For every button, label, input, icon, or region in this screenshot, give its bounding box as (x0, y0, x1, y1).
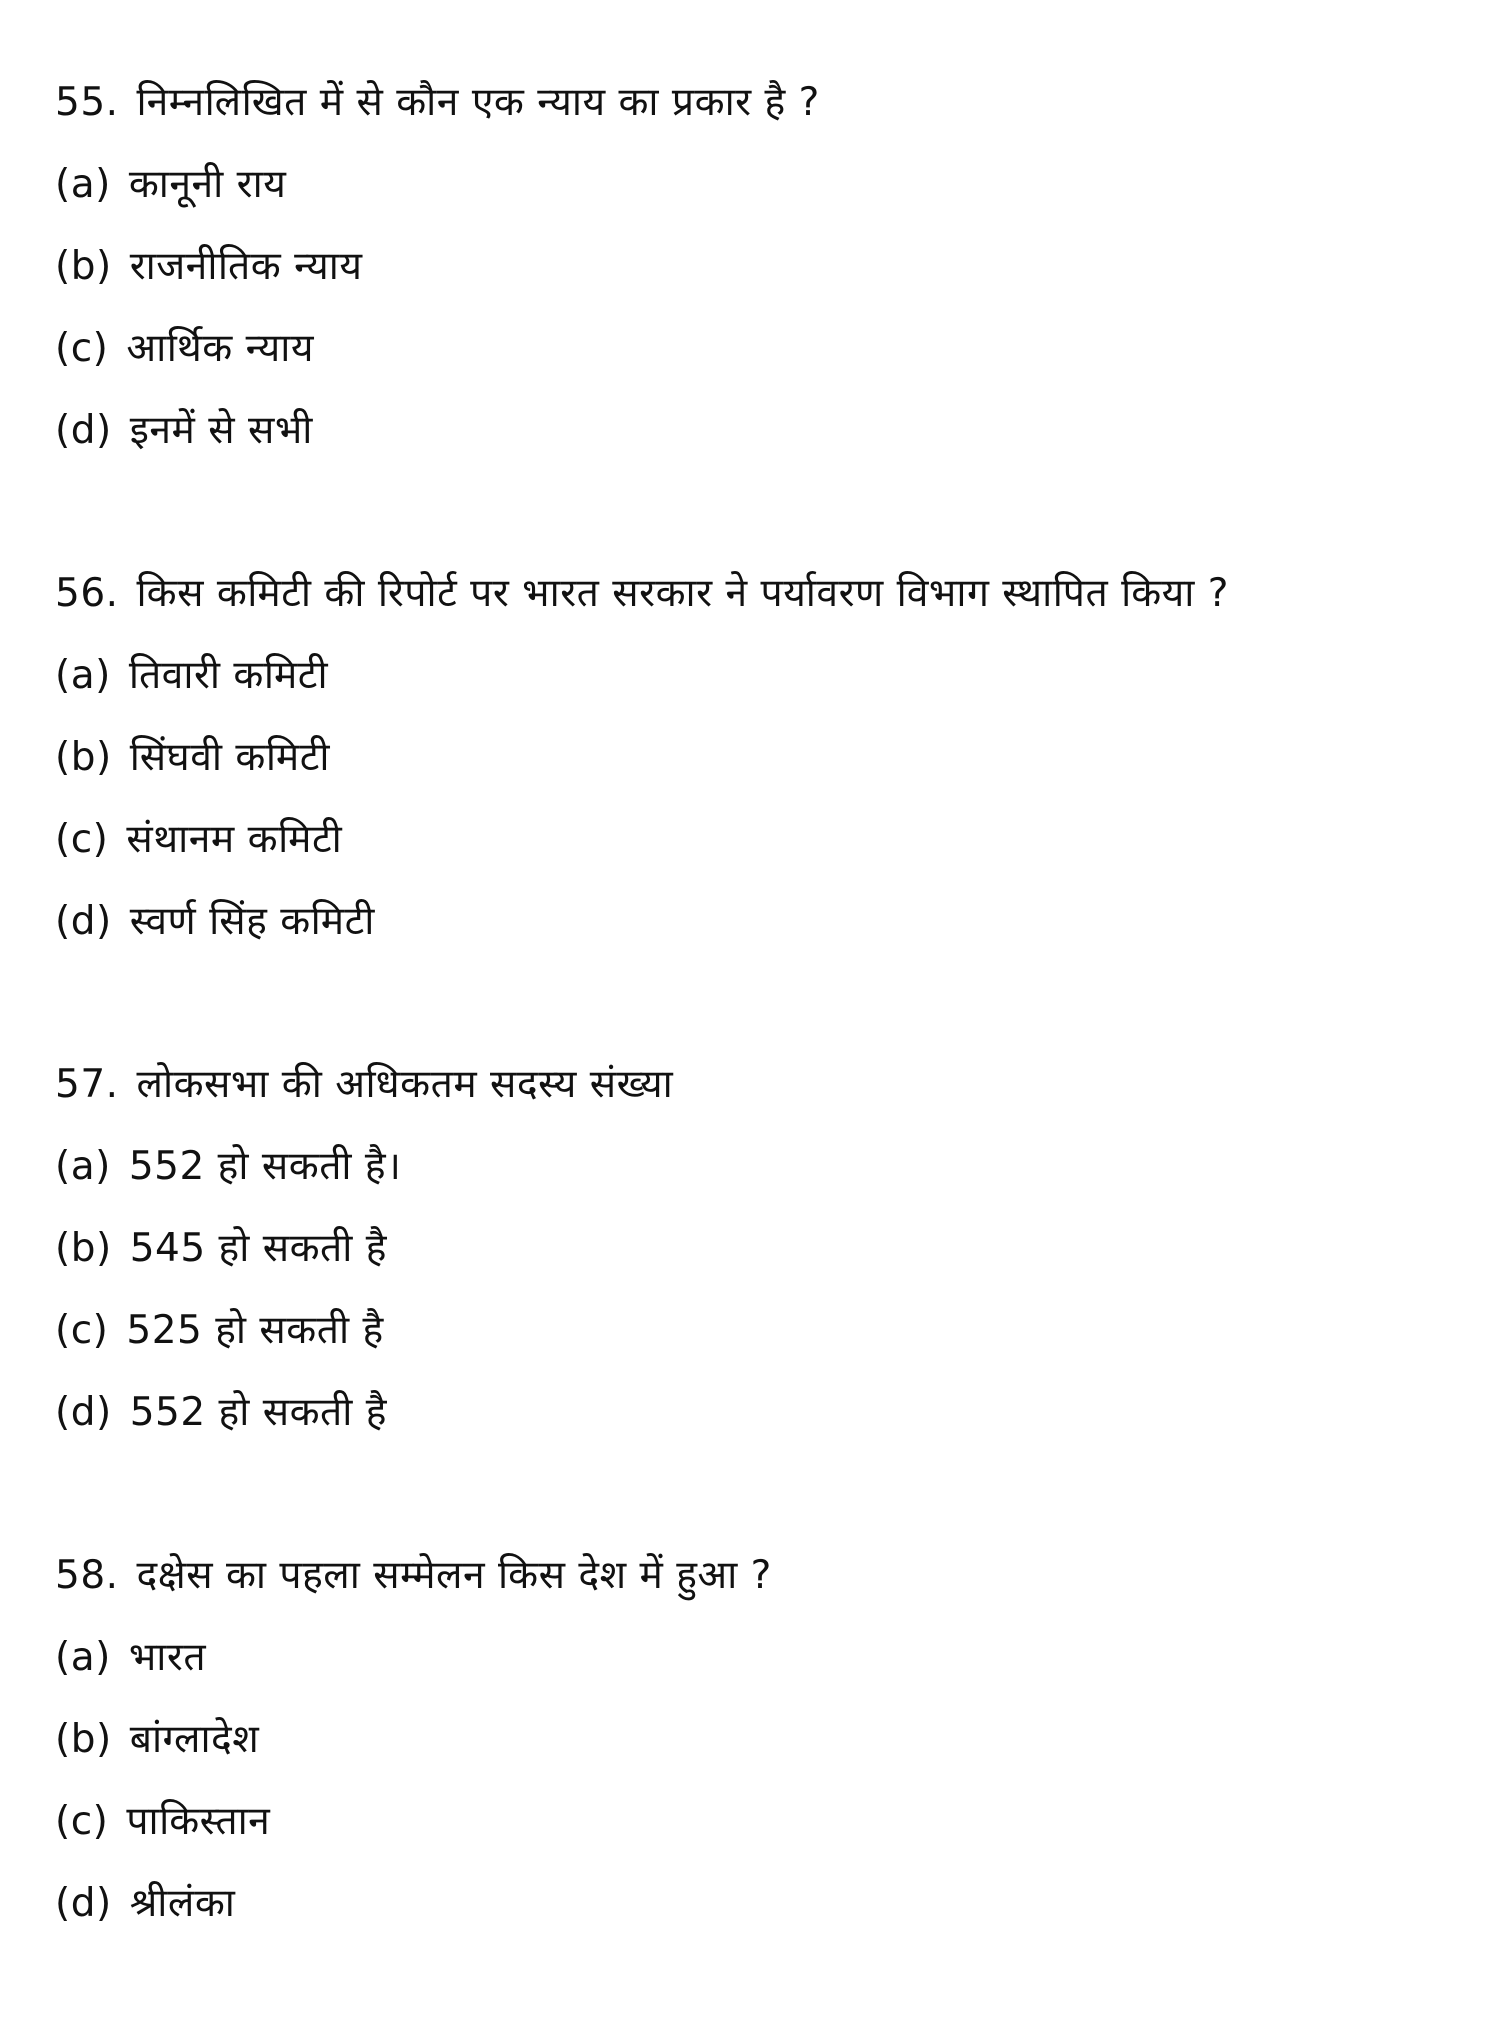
question-number: 55. (55, 80, 119, 125)
option-c[interactable] (55, 308, 1455, 390)
question-56 (55, 553, 1455, 963)
option-d[interactable] (55, 1372, 1455, 1454)
question-text: किस कमिटी की रिपोर्ट पर भारत सरकार ने पर्यावरण विभाग स्थापित किया ? (136, 571, 1229, 616)
option-key: (c) (55, 326, 109, 371)
option-text: आर्थिक न्याय (126, 326, 314, 371)
option-b[interactable] (55, 226, 1455, 308)
option-key: (c) (55, 817, 109, 862)
question-number: 56. (55, 571, 119, 616)
option-c[interactable] (55, 1290, 1455, 1372)
option-d[interactable] (55, 1863, 1455, 1945)
option-a[interactable] (55, 635, 1455, 717)
question-58 (55, 1535, 1455, 1945)
option-key: (c) (55, 1308, 109, 1353)
option-key: (b) (55, 244, 112, 289)
question-text-line (55, 62, 1455, 144)
option-b[interactable] (55, 717, 1455, 799)
option-d[interactable] (55, 881, 1455, 963)
question-55 (55, 62, 1455, 472)
question-text: निम्नलिखित में से कौन एक न्याय का प्रकार है ? (136, 80, 820, 125)
question-57 (55, 1044, 1455, 1454)
question-text: दक्षेस का पहला सम्मेलन किस देश में हुआ ? (136, 1553, 772, 1598)
option-text: 552 हो सकती है। (128, 1144, 402, 1189)
option-text: संथानम कमिटी (126, 817, 343, 862)
option-key: (b) (55, 735, 112, 780)
option-key: (a) (55, 1635, 111, 1680)
option-b[interactable] (55, 1208, 1455, 1290)
option-key: (c) (55, 1799, 109, 1844)
option-c[interactable] (55, 1781, 1455, 1863)
option-b[interactable] (55, 1699, 1455, 1781)
option-a[interactable] (55, 1617, 1455, 1699)
option-text: 545 हो सकती है (129, 1226, 387, 1271)
option-key: (d) (55, 899, 112, 944)
option-text: 552 हो सकती है (129, 1390, 387, 1435)
option-text: सिंघवी कमिटी (129, 735, 331, 780)
question-text-line (55, 1044, 1455, 1126)
option-key: (a) (55, 162, 111, 207)
option-key: (b) (55, 1226, 112, 1271)
option-key: (a) (55, 1144, 111, 1189)
option-key: (d) (55, 1881, 112, 1926)
option-text: बांग्लादेश (129, 1717, 260, 1762)
question-text: लोकसभा की अधिकतम सदस्य संख्या (136, 1062, 674, 1107)
option-text: पाकिस्तान (126, 1799, 271, 1844)
option-key: (b) (55, 1717, 112, 1762)
option-text: 525 हो सकती है (126, 1308, 384, 1353)
option-key: (d) (55, 408, 112, 453)
option-text: श्रीलंका (129, 1881, 236, 1926)
option-key: (d) (55, 1390, 112, 1435)
question-text-line (55, 1535, 1455, 1617)
option-text: भारत (128, 1635, 207, 1680)
option-text: स्वर्ण सिंह कमिटी (129, 899, 375, 944)
option-text: इनमें से सभी (129, 408, 313, 453)
option-key: (a) (55, 653, 111, 698)
question-number: 58. (55, 1553, 119, 1598)
option-text: राजनीतिक न्याय (129, 244, 363, 289)
question-number: 57. (55, 1062, 119, 1107)
option-a[interactable] (55, 1126, 1455, 1208)
option-d[interactable] (55, 390, 1455, 472)
option-a[interactable] (55, 144, 1455, 226)
question-text-line (55, 553, 1455, 635)
option-text: कानूनी राय (128, 162, 287, 207)
option-text: तिवारी कमिटी (128, 653, 329, 698)
option-c[interactable] (55, 799, 1455, 881)
